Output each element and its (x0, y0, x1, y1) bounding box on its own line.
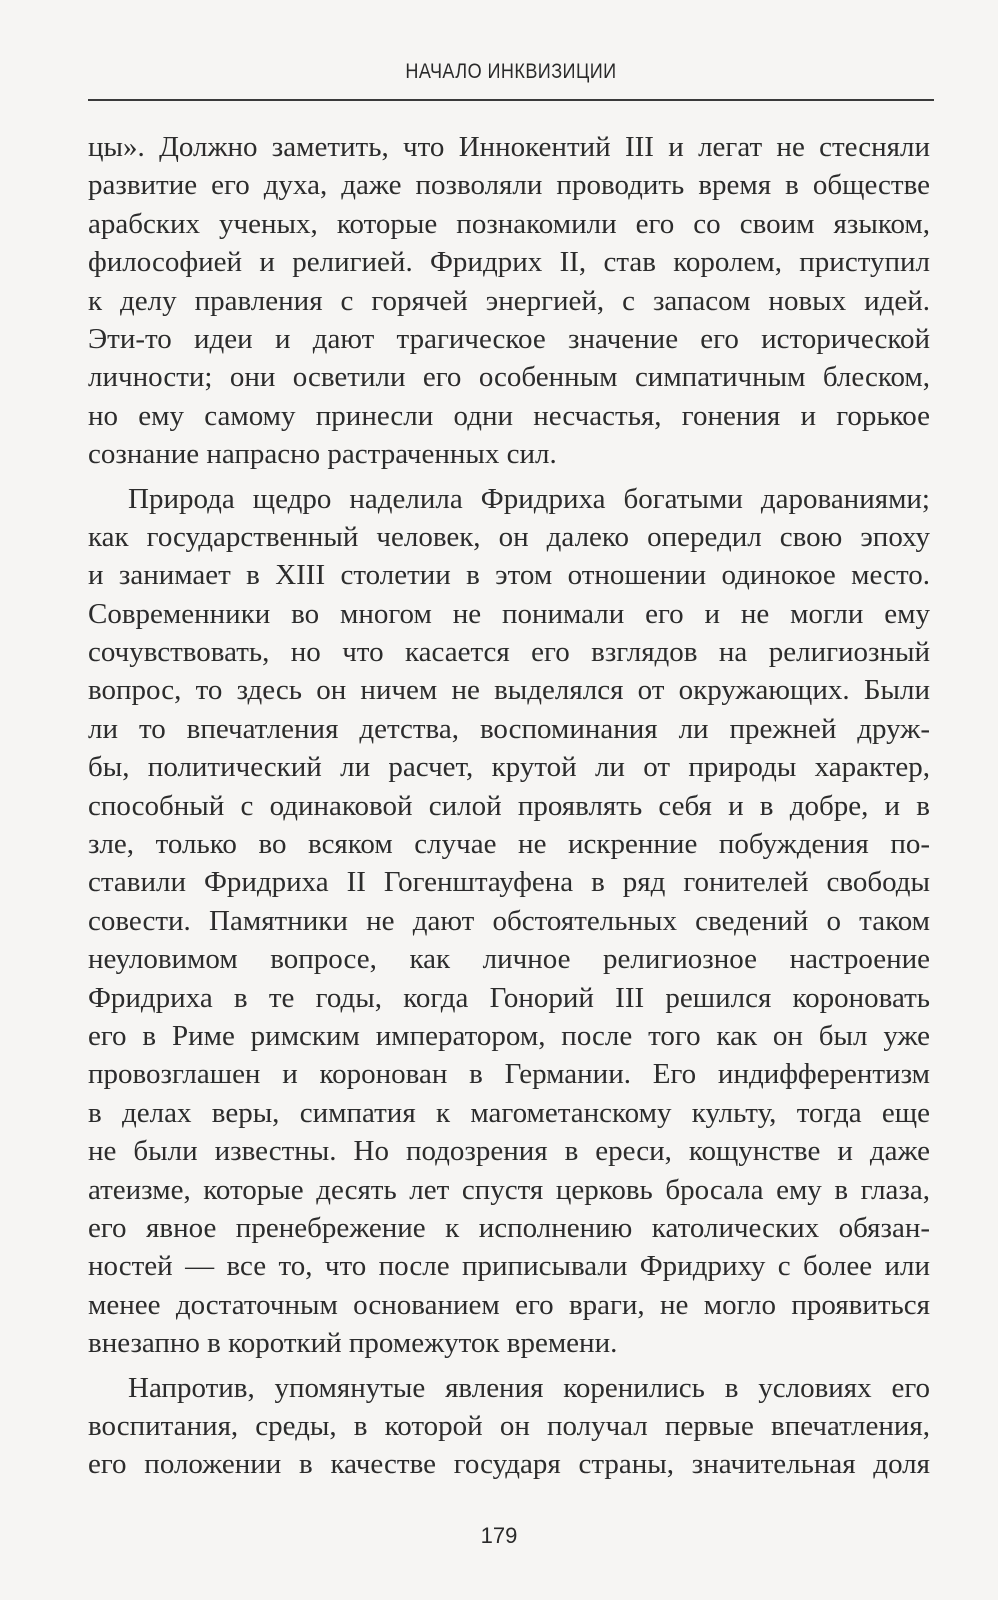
text-line: вопрос, то здесь он ничем не выделялся от окружающих. Были (88, 674, 930, 707)
text-line: философией и религией. Фридрих II, став королем, приступил (88, 246, 930, 279)
text-line: арабских ученых, которые познакомили его со своим языком, (88, 207, 930, 240)
text-line: ставили Фридриха II Гогенштауфена в ряд гонителей свободы (88, 866, 930, 899)
text-line: внезапно в короткий промежуток времени. (88, 1327, 618, 1360)
text-line: Природа щедро наделила Фридриха богатыми дарованиями; (128, 482, 930, 515)
text-line: неуловимом вопросе, как личное религиозное настроение (88, 943, 930, 976)
running-head: НАЧАЛО ИНКВИЗИЦИИ (405, 60, 617, 83)
page-number: 179 (480, 1523, 518, 1548)
text-line: его положении в качестве государя страны, значительная доля (88, 1448, 930, 1481)
text-line: его явное пренебрежение к исполнению католических обязан- (88, 1211, 930, 1244)
text-line: Эти-то идеи и дают трагическое значение его исторической (88, 322, 930, 355)
text-line: Фридриха в те годы, когда Гонорий III решился короновать (88, 981, 930, 1014)
text-line: личности; они осветили его особенным симпатичным блеском, (88, 361, 930, 394)
text-line: ностей — все то, что после приписывали Фридриху с более или (88, 1250, 930, 1283)
text-line: менее достаточным основанием его враги, не могло проявиться (88, 1288, 930, 1321)
text-line: сочувствовать, но что касается его взглядов на религиозный (88, 636, 930, 669)
text-line: цы». Должно заметить, что Иннокентий III и легат не стесняли (88, 131, 930, 163)
text-line: Напротив, упомянутые явления коренились в условиях его (128, 1371, 930, 1404)
header-rule (88, 99, 934, 101)
text-line: атеизме, которые десять лет спустя церковь бросала ему в глаза, (88, 1173, 930, 1206)
text-line: его в Риме римским императором, после того как он был уже (88, 1019, 930, 1052)
text-line: развитие его духа, даже позволяли проводить время в обществе (88, 169, 930, 202)
body-text (88, 128, 930, 1484)
text-line: и занимает в XIII столетии в этом отношении одинокое место. (88, 559, 930, 592)
text-line: сознание напрасно растраченных сил. (88, 438, 557, 471)
text-line: провозглашен и коронован в Германии. Его индифферентизм (88, 1058, 930, 1091)
text-line: но ему самому принесли одни несчастья, гонения и горькое (88, 399, 930, 432)
text-line: зле, только во всяком случае не искренние побуждения по- (88, 828, 930, 861)
text-line: способный с одинаковой силой проявлять себя и в добре, и в (88, 789, 930, 822)
text-line: не были известны. Но подозрения в ереси, кощунстве и даже (88, 1135, 930, 1168)
text-line: воспитания, среды, в которой он получал первые впечатления, (88, 1409, 930, 1442)
text-line: как государственный человек, он далеко опередил свою эпоху (88, 520, 930, 553)
text-line: в делах веры, симпатия к магометанскому культу, тогда еще (88, 1096, 930, 1129)
text-line: ли то впечатления детства, воспоминания ли прежней друж- (88, 712, 930, 745)
text-line: совести. Памятники не дают обстоятельных сведений о таком (88, 904, 930, 937)
text-line: бы, политический ли расчет, крутой ли от природы характер, (88, 751, 930, 784)
text-line: Современники во многом не понимали его и не могли ему (88, 597, 930, 630)
text-line: к делу правления с горячей энергией, с запасом новых идей. (88, 284, 930, 317)
